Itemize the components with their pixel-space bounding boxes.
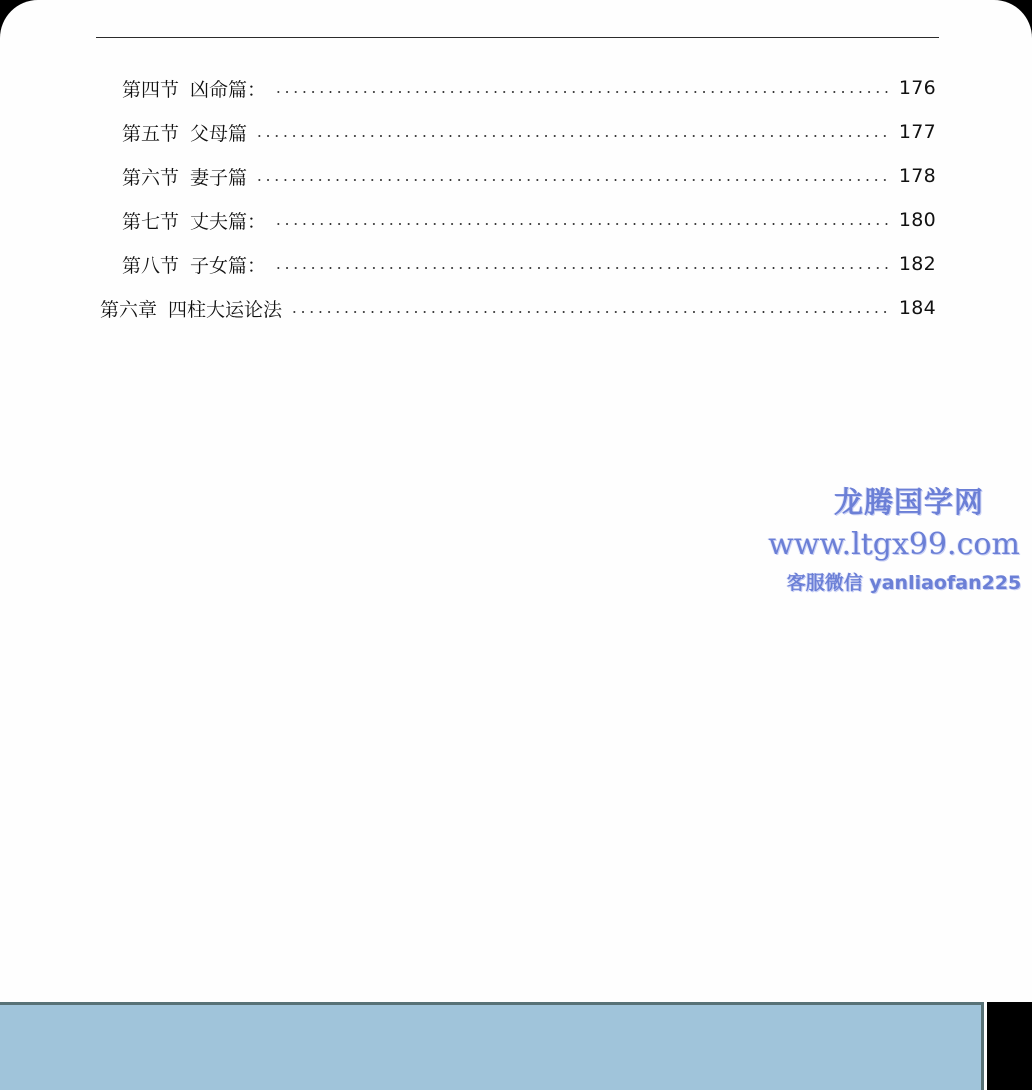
dot-leader: [274, 267, 889, 269]
toc-chapter-entry[interactable]: [100, 290, 936, 326]
dot-leader: [274, 223, 889, 225]
header-rule: [96, 37, 939, 38]
toc-entry[interactable]: [122, 114, 936, 150]
dot-leader: [290, 311, 889, 313]
screen-edge: [987, 1002, 1032, 1090]
toc-entry-title: 父母篇: [190, 122, 248, 145]
toc-entry-title: 子女篇：: [190, 254, 267, 277]
toc-entry-label: 第八节: [122, 254, 180, 277]
watermark-brand: 龙腾国学网: [833, 485, 984, 519]
toc-entry[interactable]: [122, 70, 936, 106]
toc-entry-title: 四柱大运论法: [168, 298, 283, 321]
dot-leader: [255, 179, 889, 181]
toc-entry-label: 第五节: [122, 122, 180, 145]
toc-entry-page: 178: [898, 165, 936, 187]
watermark-url: www.ltgx99.com: [768, 527, 1020, 562]
toc-entry-label: 第七节: [122, 210, 180, 233]
toc-entry[interactable]: [122, 158, 936, 194]
dot-leader: [274, 91, 889, 93]
toc-entry-page: 177: [898, 121, 936, 143]
toc-entry-title: 妻子篇: [190, 166, 248, 189]
toc-entry-page: 184: [898, 297, 936, 319]
dot-leader: [255, 135, 889, 137]
bottom-panel: [0, 1002, 984, 1090]
watermark-contact: 客服微信 yanliaofan225: [786, 572, 1022, 594]
watermark: [764, 480, 1024, 595]
toc-entry-label: 第六章: [100, 298, 158, 321]
toc-entry[interactable]: [122, 202, 936, 238]
toc-entry-page: 182: [898, 253, 936, 275]
toc-entry-label: 第四节: [122, 78, 180, 101]
toc-entry-title: 丈夫篇：: [190, 210, 267, 233]
toc-entry[interactable]: [122, 246, 936, 282]
toc-entry-page: 176: [898, 77, 936, 99]
toc-entry-title: 凶命篇：: [190, 78, 267, 101]
toc-entry-label: 第六节: [122, 166, 180, 189]
toc-entry-page: 180: [898, 209, 936, 231]
